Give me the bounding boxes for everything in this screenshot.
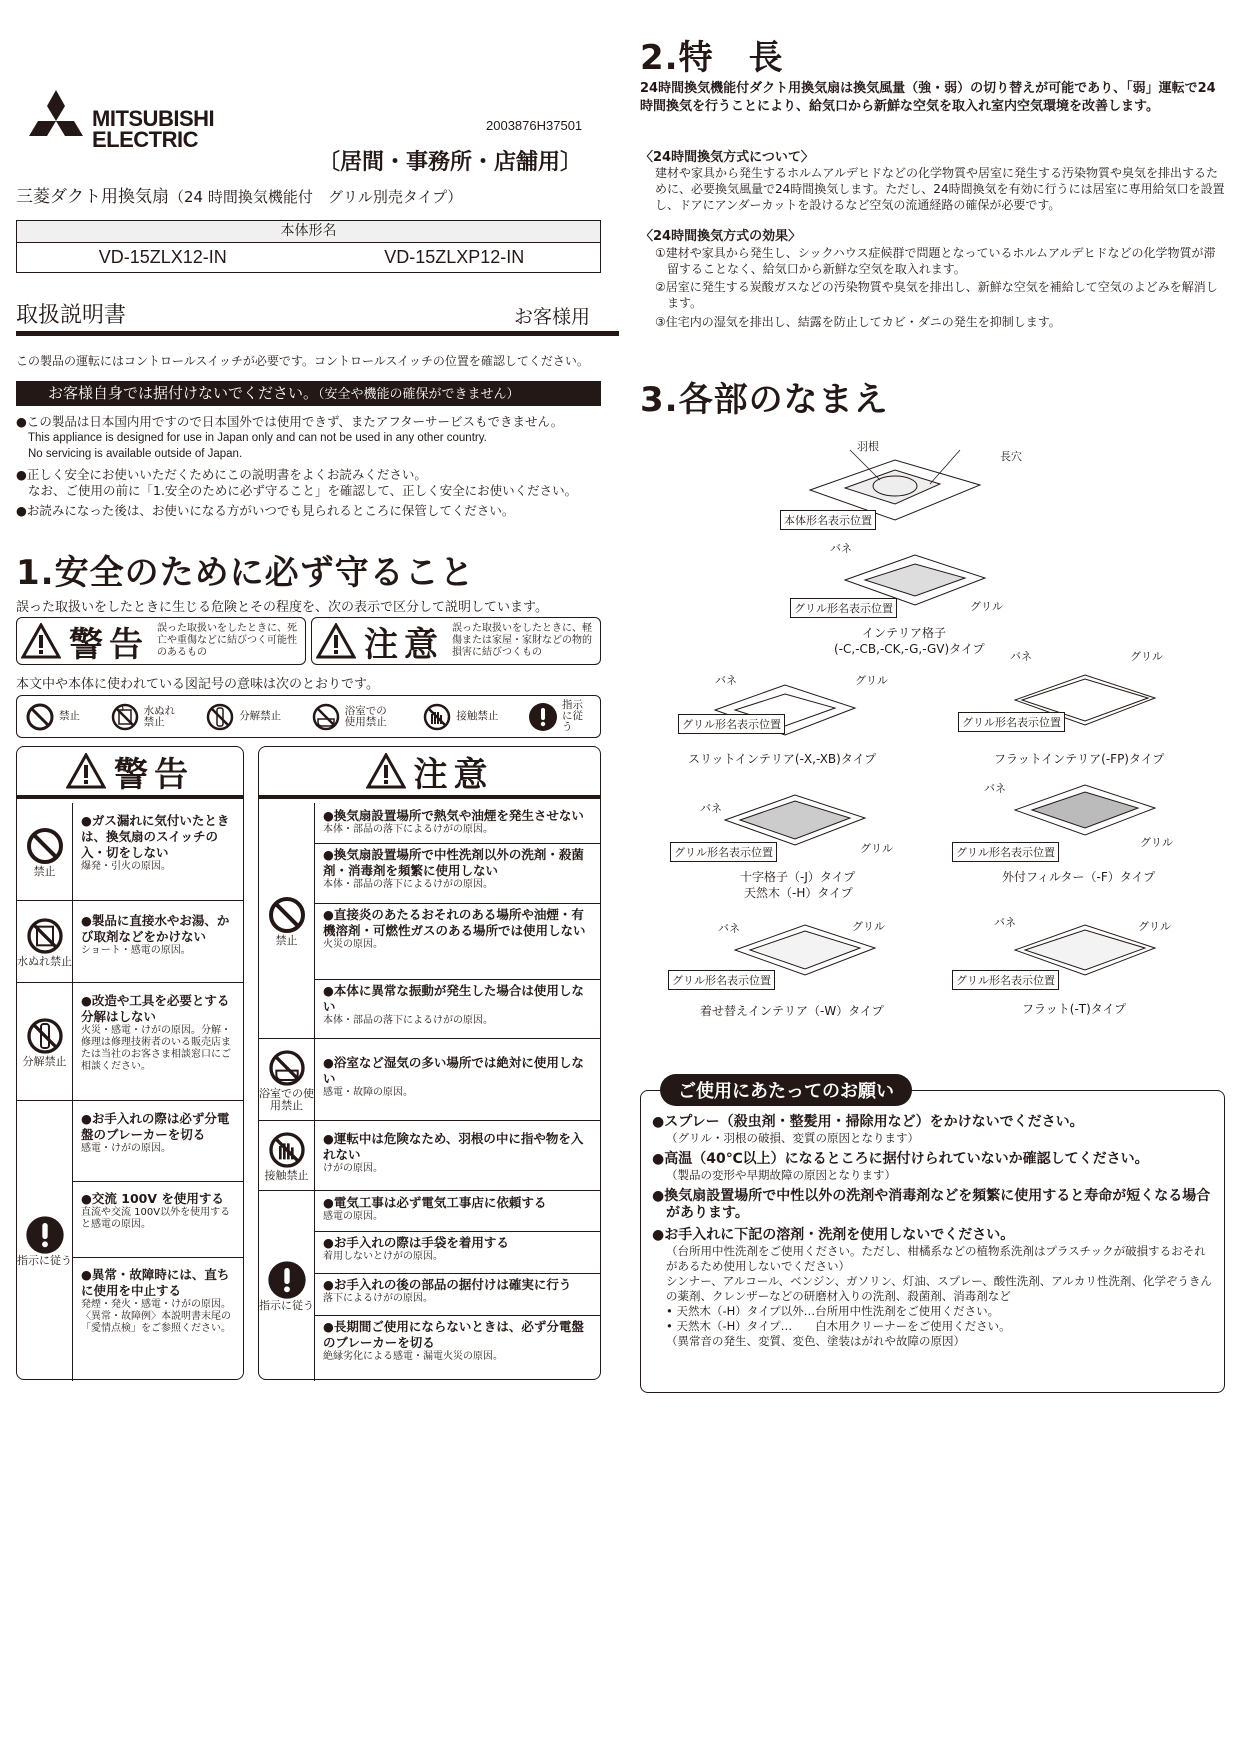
spring-label: バネ [830,543,852,555]
caution-item: ●電気工事は必ず電気工事店に依頼する 感電の原因。 [323,1195,547,1222]
caption: 外付フィルター（-F）タイプ [1002,870,1156,884]
caution-row: 禁止 ●換気扇設置場所で熱気や油煙を発生させない 本体・部品の落下によるけがの原因。 ●換気扇設置場所で中性洗剤以外の洗剤・殺菌剤・消毒剤を頻繁に使用しない 本体・部品の落下によるけがの原因。 ●直接炎のあたるおそれのある場所や油煙・有機溶剤・可燃性ガスのある場所では使用しない 火災の原因。 ●本体に異常な振動が発生した場合は使用しない 本体・部品の落下によるけがの原因。 [259,803,600,1039]
grille-label: グリル [852,921,885,933]
slot-label: 長穴 [1000,451,1022,463]
section-2-paragraph: 24時間換気機能付ダクト用換気扇は換気風量（強・弱）の切り替えが可能であり、「弱」運転で24時間換気を行うことにより、給気口から新鮮な空気を取入れ室内空気環境を改善します。 [640,81,1216,114]
caption: フラットインテリア(-FP)タイプ [994,752,1165,766]
grille-label: グリル [1138,921,1171,933]
keep-manual-note: ●お読みになった後は、お使いになる方がいつでも見られるところに保管してください。 [16,503,515,518]
warning-item: ●お手入れの際は必ず分電盤のブレーカーを切る 感電・けがの原因。 [81,1111,230,1154]
document-number: 2003876H37501 [486,118,583,133]
section-3-title: 3.各部のなまえ [640,380,889,420]
install-warning-bar: お客様自身では据付けないでください。（安全や機能の確保ができません） [16,381,601,406]
no-disassembly-icon [205,702,235,732]
grille-tag: グリル形名表示位置 [668,970,775,990]
spring-label: バネ [1010,651,1032,663]
spring-label: バネ [984,783,1006,795]
caption: フラット(-T)タイプ [1022,1002,1127,1016]
warning-item: ●ガス漏れに気付いたときは、換気扇のスイッチの入・切をしない 爆発・引火の原因。 [81,813,230,872]
manual-title: 取扱説明書 [16,303,127,328]
symbol-legend-row [16,695,601,738]
blade-label: 羽根 [857,441,879,453]
product-name: 三菱ダクト用換気扇（24 時間換気機能付 グリル別売タイプ） [16,187,463,207]
caution-item: ●運転中は危険なため、羽根の中に指や物を入れない けがの原因。 [323,1131,584,1174]
caution-item: ●お手入れの際は手袋を着用する 着用しないとけがの原因。 [323,1235,509,1262]
no-touch-icon [422,702,452,732]
warning-row: 分解禁止 ●改造や工具を必要とする分解はしない 火災・感電・けがの原因。分解・修理は修理技術者のいる販売店または当社のお客さま相談窓口にご相談ください。 [17,983,243,1101]
caution-item: ●長期間ご使用にならないときは、必ず分電盤のブレーカーを切る 絶縁劣化による感電・漏電火災の原因。 [323,1319,584,1362]
caption: スリットインテリア(-X,-XB)タイプ [688,752,877,766]
section-2-effects: ①建材や家具から発生し、シックハウス症候群で問題となっているホルムアルデヒドなどの化学物質が滞留することなく、給気口から新鮮な空気を取入れます。 ②居室に発生する炭酸ガスなどの汚染物質や臭気を排出し、新鮮な空気を補給して空気のよどみを解消します。 ③住宅内の湿気を排出し、結露を防止してカビ・ダニの発生を抑制します。 [655,246,1218,329]
grille-tag: グリル形名表示位置 [952,970,1059,990]
exclamation-icon [528,702,558,732]
prohibited-icon [25,826,65,866]
symbol-follow-instructions: 指示に従う [528,700,592,733]
grille-tag: グリル形名表示位置 [790,598,897,618]
spring-label: バネ [715,675,737,687]
caution-item: ●換気扇設置場所で熱気や油煙を発生させない 本体・部品の落下によるけがの原因。 [323,808,584,835]
no-bathroom-icon [311,702,341,732]
control-note: この製品の運転にはコントロールスイッチが必要です。コントロールスイッチの位置を確認してください。 [16,354,589,368]
japan-only-note: ●この製品は日本国内用ですので日本国外では使用できず、またアフターサービスもできません。 This appliance is designed for use in Japan only and can not be used in any other country. No servicing is available outside of Japan. [16,414,564,460]
warning-table-header: 警告 [17,747,243,799]
caution-item: ●直接炎のあたるおそれのある場所や油煙・有機溶剤・可燃性ガスのある場所では使用しない 火災の原因。 [323,907,586,950]
model-table-header: 本体形名 [17,221,600,243]
warning-triangle-icon [66,753,106,789]
section-1-title: 1.安全のために必ず守ること [16,553,475,593]
grille-tag: グリル形名表示位置 [958,712,1065,732]
prohibited-icon [267,895,307,935]
warning-row: 指示に従う ●お手入れの際は必ず分電盤のブレーカーを切る 感電・けがの原因。 ●交流 100V を使用する 直流や交流 100V以外を使用すると感電の原因。 ●異常・故障時には、直ちに使用を中止する 発煙・発火・感電・けがの原因。〈異常・故障例〉本説明書末尾の「愛情点検」をご参照ください。 [17,1101,243,1381]
caution-row: 浴室での使用禁止 ●浴室など湿気の多い場所では絶対に使用しない 感電・故障の原因。 [259,1039,600,1121]
exclamation-icon [25,1215,65,1255]
grille-label: グリル [1130,651,1163,663]
prohibited-icon [25,702,55,732]
section-2-text: 建材や家具から発生するホルムアルデヒドなどの化学物質や居室に発生する汚染物質や臭気を排出するために、必要換気風量で24時間換気します。ただし、24時間換気を有効に行うには居室に専用給気口を設置し、ドアにアンダーカットを設けるなど空気の流通経路の確保が必要です。 [655,166,1225,212]
caution-row: 指示に従う ●電気工事は必ず電気工事店に依頼する 感電の原因。 ●お手入れの際は手袋を着用する 着用しないとけがの原因。 ●お手入れの後の部品の据付けは確実に行う 落下によるけがの原因。 ●長期間ご使用にならないときは、必ず分電盤のブレーカーを切る 絶縁劣化による感電・漏電火災の原因。 [259,1191,600,1381]
usage-notes-body: ●スプレー（殺虫剤・整髪用・掃除用など）をかけないでください。 （グリル・羽根の破損、変質の原因となります） ●高温（40℃以上）になるところに据付けられていないか確認してください。 （製品の変形や早期故障の原因となります） ●換気扇設置場所で中性以外の洗剤や消毒剤などを頻繁に使用すると寿命が短くなる場合があります。 ●お手入れに下記の溶剤・洗剤を使用しないでください。 （台所用中性洗剤をご使用ください。ただし、柑橘系などの植物系洗剤はプラスチックが破損するおそれがあるため使用しないでください） シンナー、アルコール、ベンジン、ガソリン、灯油、スプレー、酸性洗剤、アルカリ性洗剤、化学ぞうきんの薬剤、クレンザーなどの研磨材入りの洗剤、殺菌剤、消毒剤など • 天然木（-H）タイプ以外…台所用中性洗剤をご使用ください。 • 天然木（-H）タイプ… 白木用クリーナーをご使用ください。 （異常音の発生、変質、変色、塗装はがれや故障の原因） [652,1114,1212,1348]
warning-legend: 警告 誤った取扱いをしたときに、死亡や重傷などに結びつく可能性のあるもの [16,617,306,665]
usage-notes-title: ご使用にあたってのお願い [660,1074,912,1106]
warning-triangle-icon [21,623,61,659]
grille-label: グリル [1140,837,1173,849]
caution-triangle-icon [366,753,406,789]
customer-label: お客様用 [514,306,591,328]
grille-label: グリル [970,601,1003,613]
warning-item: ●交流 100V を使用する 直流や交流 100V以外を使用すると感電の原因。 [81,1191,231,1230]
model-number: VD-15ZLX12-IN [98,247,227,267]
spring-label: バネ [718,923,740,935]
grille-label: グリル [855,675,888,687]
caution-triangle-icon [316,623,356,659]
warning-item: ●異常・故障時には、直ちに使用を中止する 発煙・発火・感電・けがの原因。〈異常・故障例〉本説明書末尾の「愛情点検」をご参照ください。 [81,1267,231,1334]
caution-item: ●浴室など湿気の多い場所では絶対に使用しない 感電・故障の原因。 [323,1055,584,1098]
caution-row: 接触禁止 ●運転中は危険なため、羽根の中に指や物を入れない けがの原因。 [259,1121,600,1191]
caution-table [258,746,601,1380]
symbol-no-touch: 接触禁止 [422,702,498,732]
no-water-icon [25,916,65,956]
no-water-icon [110,702,140,732]
section-2-subheading: 〈24時間換気方式について〉 [640,150,814,165]
grille-diagram [720,790,870,850]
grille-label: グリル [860,843,893,855]
warning-row: 水ぬれ禁止 ●製品に直接水やお湯、かび取剤などをかけない ショート・感電の原因。 [17,901,243,983]
model-table [16,220,601,273]
symbol-no-disassembly: 分解禁止 [205,702,281,732]
caution-item: ●お手入れの後の部品の据付けは確実に行う 落下によるけがの原因。 [323,1277,572,1304]
symbol-prohibited: 禁止 [25,702,80,732]
divider [16,331,619,336]
grille-tag: グリル形名表示位置 [678,714,785,734]
section-1-desc: 誤った取扱いをしたときに生じる危険とその程度を、次の表示で区分して説明しています。 [16,600,548,615]
symbol-description: 本文中や本体に使われている図記号の意味は次のとおりです。 [16,677,379,692]
model-number: VD-15ZLXP12-IN [384,247,525,267]
section-2-title: 2.特 長 [640,38,784,78]
grille-tag: グリル形名表示位置 [670,842,777,862]
caption: (-C,-CB,-CK,-G,-GV)タイプ [834,642,985,656]
caption: インテリア格子 [862,626,947,640]
caution-item: ●本体に異常な振動が発生した場合は使用しない 本体・部品の落下によるけがの原因。 [323,983,584,1026]
no-disassembly-icon [25,1016,65,1056]
warning-row: 禁止 ●ガス漏れに気付いたときは、換気扇のスイッチの入・切をしない 爆発・引火の原因。 [17,803,243,901]
warning-item: ●改造や工具を必要とする分解はしない 火災・感電・けがの原因。分解・修理は修理技術者のいる販売店または当社のお客さま相談窓口にご相談ください。 [81,993,231,1072]
caution-item: ●換気扇設置場所で中性洗剤以外の洗剤・殺菌剤・消毒剤を頻繁に使用しない 本体・部品の落下によるけがの原因。 [323,847,584,890]
symbol-no-water: 水ぬれ禁止 [110,702,176,732]
no-touch-icon [267,1130,307,1170]
warning-table [16,746,244,1380]
caption: 十字格子（-J）タイプ [740,870,856,884]
grille-diagram [1010,780,1160,840]
caption: 着せ替えインテリア（-W）タイプ [700,1004,884,1018]
read-manual-note: ●正しく安全にお使いいただくためにこの説明書をよくお読みください。 なお、ご使用の前に「1.安全のために必ず守ること」を確認して、正しく安全にお使いください。 [16,467,578,498]
grille-tag: グリル形名表示位置 [952,842,1059,862]
caption: 天然木（-H）タイプ [744,886,853,900]
mitsubishi-logo [16,90,96,152]
warning-item: ●製品に直接水やお湯、かび取剤などをかけない ショート・感電の原因。 [81,913,230,956]
no-bathroom-icon [267,1048,307,1088]
brand-name: MITSUBISHI ELECTRIC [92,106,215,152]
caution-table-header: 注意 [259,747,600,799]
body-tag: 本体形名表示位置 [780,510,876,530]
spring-label: バネ [994,917,1016,929]
caution-legend: 注意 誤った取扱いをしたときに、軽傷または家屋・家財などの物的損害に結びつくもの [311,617,601,665]
section-2-subheading: 〈24時間換気方式の効果〉 [640,229,802,244]
spring-label: バネ [700,803,722,815]
symbol-no-bathroom: 浴室での使用禁止 [311,702,393,732]
exclamation-icon [267,1260,307,1300]
usage-label: 〔居間・事務所・店舗用〕 [318,150,583,175]
